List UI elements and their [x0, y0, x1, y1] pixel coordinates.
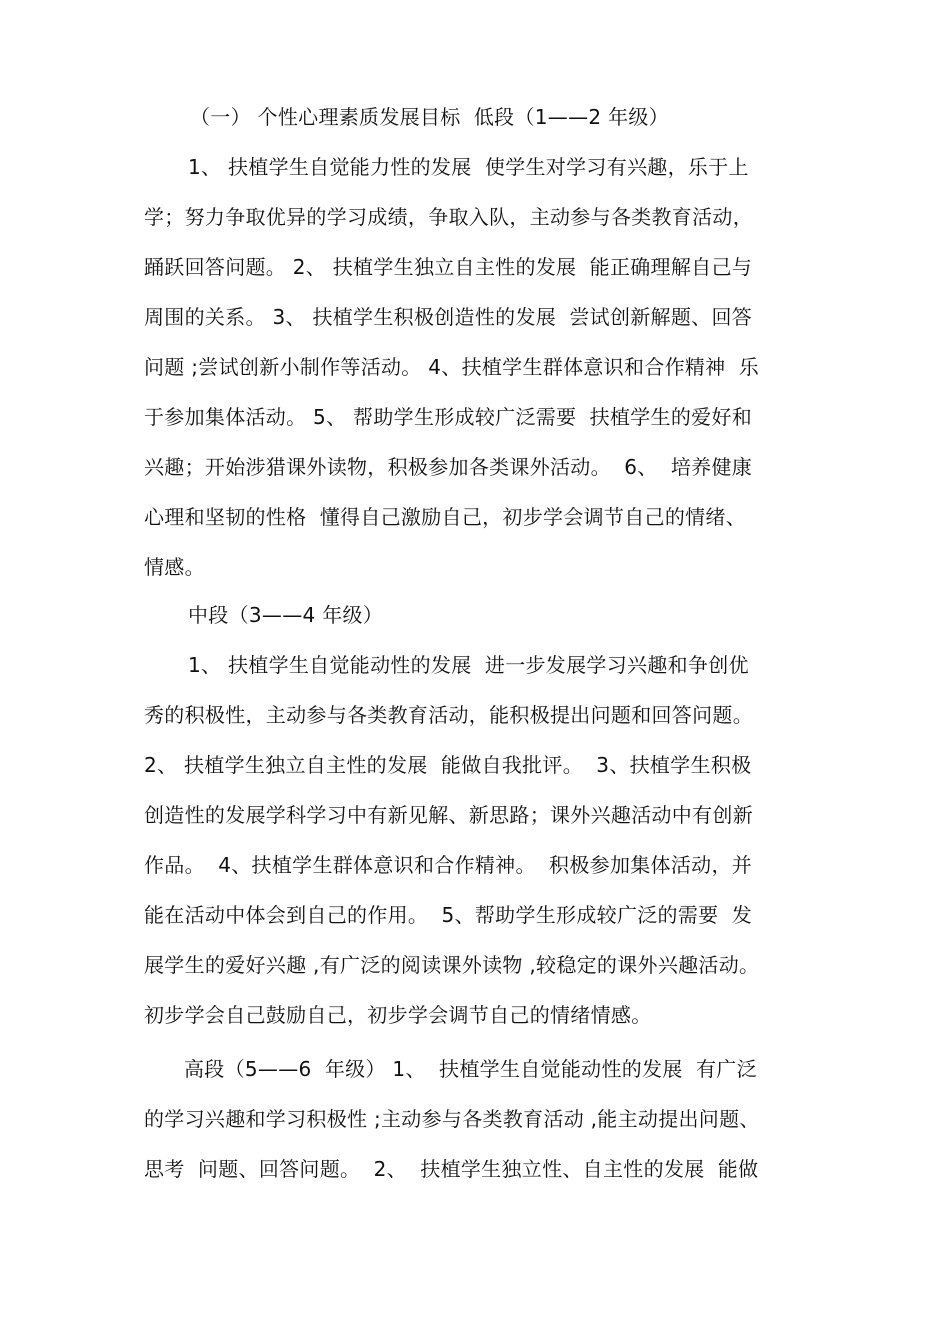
text-line: 学；努力争取优异的学习成绩，争取入队，主动参与各类教育活动， [144, 205, 753, 229]
text-line: 创造性的发展学科学习中有新见解、新思路；课外兴趣活动中有创新 [144, 803, 753, 827]
text-line: 周围的关系。 3、 扶植学生积极创造性的发展 尝试创新解题、回答 [144, 305, 753, 329]
text-line: 高段（5——6 年级） 1、 扶植学生自觉能动性的发展 有广泛 [184, 1057, 757, 1081]
text-line: 能在活动中体会到自己的作用。 5、帮助学生形成较广泛的需要 发 [144, 903, 753, 927]
text-line: 秀的积极性，主动参与各类教育活动，能积极提出问题和回答问题。 [144, 703, 753, 727]
text-line: 作品。 4、扶植学生群体意识和合作精神。 积极参加集体活动，并 [144, 853, 753, 877]
text-line: 展学生的爱好兴趣 ,有广泛的阅读课外读物 ,较稳定的课外兴趣活动。 [144, 953, 760, 977]
text-line: 踊跃回答问题。 2、 扶植学生独立自主性的发展 能正确理解自己与 [144, 255, 753, 279]
text-line: 问题 ;尝试创新小制作等活动。 4、扶植学生群体意识和合作精神 乐 [144, 355, 760, 379]
text-line: 2、 扶植学生独立自主性的发展 能做自我批评。 3、扶植学生积极 [144, 753, 752, 777]
text-line: 初步学会自己鼓励自己，初步学会调节自己的情绪情感。 [144, 1003, 652, 1027]
text-line: 思考 问题、回答问题。 2、 扶植学生独立性、自主性的发展 能做 [144, 1157, 759, 1181]
text-line: 1、 扶植学生自觉能力性的发展 使学生对学习有兴趣，乐于上 [188, 155, 749, 179]
text-line: 1、 扶植学生自觉能动性的发展 进一步发展学习兴趣和争创优 [188, 653, 749, 677]
text-line: 于参加集体活动。 5、 帮助学生形成较广泛需要 扶植学生的爱好和 [144, 405, 753, 429]
text-line: 情感。 [144, 555, 205, 579]
section-heading: 中段（3——4 年级） [188, 603, 384, 627]
text-line: 兴趣；开始涉猎课外读物，积极参加各类课外活动。 6、 培养健康 [144, 455, 753, 479]
text-line: 心理和坚韧的性格 懂得自己激励自己，初步学会调节自己的情绪、 [144, 505, 747, 529]
text-line: 的学习兴趣和学习积极性 ;主动参与各类教育活动 ,能主动提出问题、 [144, 1107, 760, 1131]
text-line: （一） 个性心理素质发展目标 低段（1——2 年级） [190, 105, 669, 129]
